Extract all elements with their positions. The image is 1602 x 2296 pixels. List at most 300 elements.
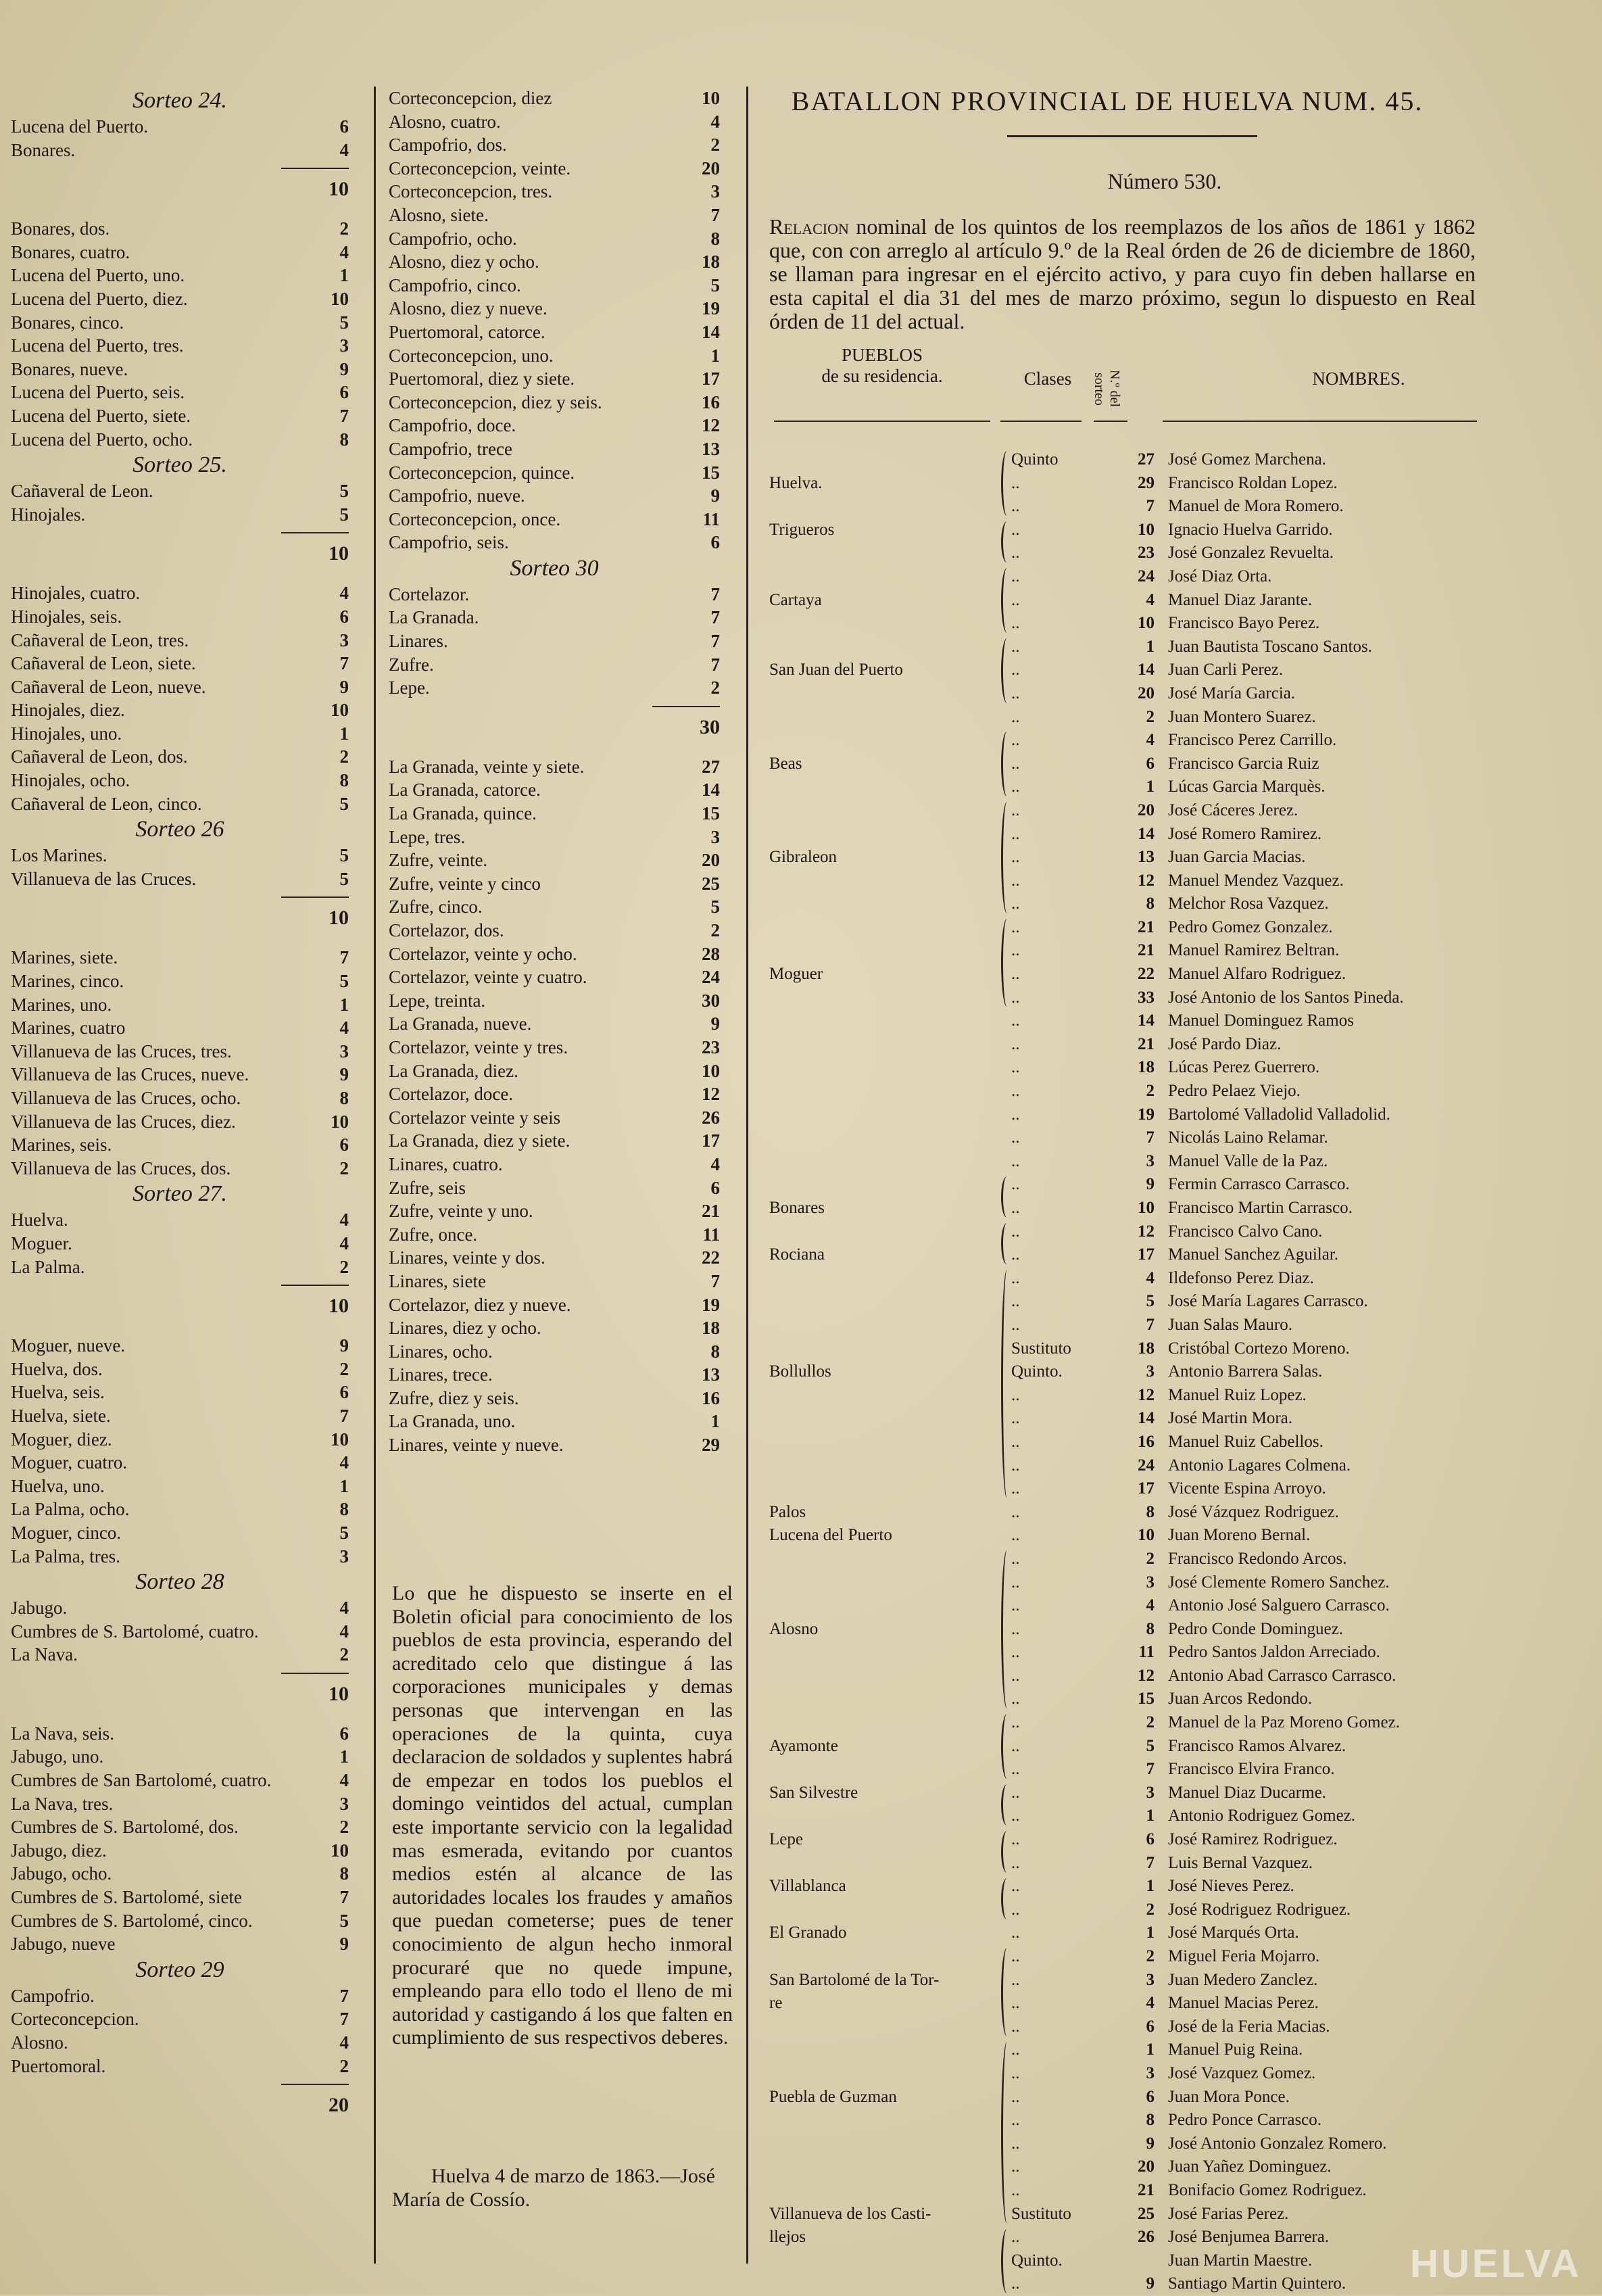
clase-cell: .. (1011, 1268, 1020, 1287)
total-rule (11, 890, 349, 904)
entry-number: 5 (710, 896, 720, 917)
sorteo-number-cell: 27 (1138, 450, 1155, 469)
sorteo-entry (389, 1012, 720, 1036)
entry-name: Cañaveral de Leon, nueve. (11, 676, 206, 697)
entry-name: La Nava. (11, 1644, 78, 1665)
clase-cell: .. (1011, 1947, 1020, 1965)
name-cell: Nicolás Laino Relamar. (1168, 1128, 1328, 1147)
sorteo-entry (11, 1620, 349, 1644)
entry-number: 6 (339, 606, 349, 627)
spacer (389, 742, 720, 755)
clase-cell: .. (1011, 614, 1020, 633)
name-cell: Manuel Diaz Ducarme. (1168, 1783, 1326, 1802)
sorteo-entry (389, 802, 720, 826)
clase-cell: .. (1011, 473, 1020, 492)
sorteo-entry (389, 391, 720, 414)
name-cell: Manuel Valle de la Paz. (1168, 1151, 1328, 1170)
sorteo-number-cell: 12 (1138, 1222, 1155, 1241)
sorteo-number-cell: 20 (1138, 684, 1155, 702)
entry-name: La Granada. (389, 607, 479, 628)
entry-number: 3 (339, 1041, 349, 1061)
name-cell: José Marqués Orta. (1168, 1923, 1299, 1942)
table-row (769, 1945, 1602, 1969)
table-row (769, 2109, 1602, 2132)
entry-number: 8 (339, 1499, 349, 1520)
entry-number: 2 (710, 920, 720, 940)
entry-number: 7 (710, 631, 720, 652)
table-row (769, 1431, 1602, 1454)
entry-number: 20 (702, 850, 720, 871)
entry-number: 1 (339, 1746, 349, 1767)
entry-name: Villanueva de las Cruces, dos. (11, 1157, 231, 1178)
clase-cell: .. (1011, 1058, 1020, 1077)
sorteo-entry (389, 414, 720, 437)
clase-cell: .. (1011, 1549, 1020, 1568)
entry-number: 5 (339, 504, 349, 525)
pueblo-cell: Puebla de Guzman (769, 2087, 897, 2106)
table-row (769, 939, 1602, 963)
name-cell: Manuel Diaz Jarante. (1168, 590, 1313, 609)
sorteo-entry (389, 1410, 720, 1433)
table-row (769, 1080, 1602, 1103)
total-number: 10 (329, 907, 349, 930)
entry-number: 22 (702, 1247, 720, 1268)
sorteo-number-cell: 1 (1146, 2040, 1155, 2059)
clase-cell: .. (1011, 1877, 1020, 1896)
name-cell: Cristóbal Cortezo Moreno. (1168, 1339, 1350, 1358)
clase-cell: .. (1011, 1994, 1020, 2013)
entry-number: 10 (331, 700, 349, 721)
header-clases: Clases (1023, 368, 1072, 389)
entry-name: Huelva. (11, 1210, 68, 1230)
sorteo-entry (389, 531, 720, 554)
entry-name: Zufre, veinte y uno. (389, 1201, 533, 1222)
entry-name: Cumbres de S. Bartolomé, siete (11, 1887, 242, 1908)
name-cell: José de la Feria Macias. (1168, 2017, 1330, 2036)
name-cell: Pedro Santos Jaldon Arreciado. (1168, 1643, 1380, 1662)
sorteo-number-cell: 22 (1138, 965, 1155, 984)
sorteo-entry (11, 1110, 349, 1134)
sorteo-number-cell: 6 (1146, 754, 1155, 773)
entry-name: Lucena del Puerto, siete. (11, 405, 191, 426)
entry-name: Marines, cinco. (11, 971, 124, 992)
table-row (769, 1103, 1602, 1127)
entry-number: 27 (702, 756, 720, 777)
sorteo-entry (11, 1451, 349, 1475)
clase-cell: .. (1011, 731, 1020, 750)
entry-name: Moguer, diez. (11, 1429, 112, 1450)
entry-name: Bonares, cuatro. (11, 241, 130, 262)
sorteo-entry (389, 1387, 720, 1410)
sorteo-number-cell: 21 (1138, 1034, 1155, 1053)
entry-name: Bonares. (11, 139, 76, 160)
sorteo-entry (11, 1839, 349, 1863)
sorteo-entry (11, 2007, 349, 2031)
entry-number: 3 (339, 1793, 349, 1814)
clase-cell: .. (1011, 1666, 1020, 1685)
name-cell: Antonio José Salguero Carrasco. (1168, 1596, 1390, 1615)
entry-number: 4 (339, 2032, 349, 2053)
sorteo-number-cell: 10 (1138, 1199, 1155, 1217)
name-cell: Pedro Ponce Carrasco. (1168, 2111, 1322, 2130)
sorteo-number-cell: 5 (1146, 1292, 1155, 1311)
sorteo-number-cell: 8 (1146, 1619, 1155, 1638)
name-cell: Juan Bautista Toscano Santos. (1168, 637, 1372, 656)
sorteo-entry (389, 1246, 720, 1270)
table-row (769, 2015, 1602, 2039)
table-row (769, 1992, 1602, 2015)
name-cell: Ignacio Huelva Garrido. (1168, 520, 1333, 539)
header-pueblos-line1: PUEBLOS (841, 345, 923, 365)
sorteo-entry (389, 180, 720, 204)
pueblo-cell: Villanueva de los Casti- (769, 2204, 931, 2223)
entry-number: 1 (710, 345, 720, 366)
entry-name: Campofrio, doce. (389, 415, 516, 436)
entry-name: Cumbres de S. Bartolomé, cinco. (11, 1910, 253, 1931)
entry-number: 4 (339, 1018, 349, 1038)
group-brace (1001, 1948, 1013, 2036)
entry-name: La Granada, catorce. (389, 780, 541, 800)
name-cell: Juan Montero Suarez. (1168, 707, 1316, 726)
sorteo-entry (11, 1358, 349, 1381)
sorteo-entry (11, 581, 349, 605)
document-number: Número 530. (1107, 169, 1222, 193)
entry-name: Cañaveral de Leon, tres. (11, 629, 189, 650)
table-row (769, 1735, 1602, 1759)
sorteo-number-cell: 3 (1146, 2063, 1155, 2082)
clase-cell: .. (1011, 1151, 1020, 1170)
sorteo-entry (11, 1404, 349, 1428)
sorteo-entry (389, 629, 720, 653)
sorteo-entry (11, 675, 349, 699)
name-cell: Manuel de Mora Romero. (1168, 497, 1344, 516)
entry-name: Lucena del Puerto, seis. (11, 382, 185, 403)
entry-name: Alosno, diez y nueve. (389, 298, 548, 319)
sorteo-entry (389, 778, 720, 802)
sorteo-entry (11, 1886, 349, 1909)
table-row (769, 775, 1602, 799)
pueblo-cell: Ayamonte (769, 1736, 838, 1755)
entry-number: 9 (339, 1064, 349, 1085)
name-cell: Bartolomé Valladolid Valladolid. (1168, 1105, 1390, 1124)
clase-cell: .. (1011, 1573, 1020, 1592)
table-row (769, 1337, 1602, 1361)
sorteo-entry (11, 1232, 349, 1255)
entry-number: 7 (710, 583, 720, 604)
sorteo-number-cell: 14 (1138, 824, 1155, 843)
entry-name: Linares, veinte y nueve. (389, 1435, 564, 1456)
sorteo-entry (11, 381, 349, 404)
sorteo-entry (389, 484, 720, 508)
name-cell: José Antonio de los Santos Pineda. (1168, 988, 1404, 1007)
entry-name: Zufre, diez y seis. (389, 1387, 519, 1408)
entry-name: La Nava, tres. (11, 1793, 114, 1814)
name-cell: José Rodriguez Rodriguez. (1168, 1900, 1351, 1919)
name-cell: Francisco Elvira Franco. (1168, 1760, 1335, 1779)
sorteo-entry (389, 606, 720, 629)
name-cell: Manuel Macias Perez. (1168, 1994, 1319, 2013)
sorteo-entry (389, 653, 720, 677)
entry-number: 6 (339, 1723, 349, 1744)
table-row (769, 1688, 1602, 1711)
entry-number: 7 (339, 2009, 349, 2030)
sorteo-number-cell: 29 (1138, 473, 1155, 492)
entry-number: 9 (710, 1013, 720, 1034)
name-cell: José María Garcia. (1168, 684, 1296, 702)
entry-number: 12 (702, 415, 720, 436)
clase-cell: .. (1011, 941, 1020, 960)
table-row (769, 1056, 1602, 1080)
clase-cell: .. (1011, 894, 1020, 913)
clase-cell: .. (1011, 2040, 1020, 2059)
name-cell: Juan Medero Zanclez. (1168, 1970, 1318, 1989)
table-row (769, 682, 1602, 706)
entry-name: La Palma. (11, 1256, 85, 1277)
entry-name: Cortelazor, veinte y ocho. (389, 943, 577, 964)
table-row (769, 1665, 1602, 1688)
clase-cell: .. (1011, 2274, 1020, 2293)
page-title: BATALLON PROVINCIAL DE HUELVA NUM. 45. (791, 86, 1424, 116)
entry-number: 2 (339, 218, 349, 239)
sorteo-number-cell: 13 (1138, 848, 1155, 867)
clase-cell: .. (1011, 1479, 1020, 1498)
entry-name: Campofrio, ocho. (389, 228, 517, 249)
entry-name: Zufre. (389, 654, 434, 675)
entry-number: 4 (339, 583, 349, 604)
clase-cell: .. (1011, 778, 1020, 796)
table-row (769, 2203, 1602, 2226)
entry-number: 3 (339, 629, 349, 650)
entry-number: 15 (702, 462, 720, 483)
entry-name: Corteconcepcion, veinte. (389, 158, 571, 178)
entry-number: 6 (339, 1134, 349, 1155)
clase-cell: .. (1011, 637, 1020, 656)
clase-cell: .. (1011, 1199, 1020, 1217)
sorteo-entry (11, 2055, 349, 2078)
sorteo-number-cell: 2 (1146, 707, 1155, 726)
entry-name: La Palma, tres. (11, 1546, 120, 1566)
sorteo-entry (11, 358, 349, 381)
header-rule-pueblos (774, 421, 990, 422)
entry-number: 2 (339, 746, 349, 767)
entry-name: Zufre, cinco. (389, 896, 483, 917)
clase-cell: .. (1011, 1292, 1020, 1311)
entry-number: 7 (710, 654, 720, 675)
entry-number: 4 (339, 1210, 349, 1230)
total-number: 10 (329, 1295, 349, 1318)
sorteo-number-cell: 14 (1138, 661, 1155, 679)
sorteo-number-cell: 14 (1138, 1011, 1155, 1030)
group-brace (1001, 1223, 1013, 1264)
clase-cell: .. (1011, 2087, 1020, 2106)
entry-name: La Palma, ocho. (11, 1499, 130, 1520)
group-brace (1001, 1784, 1013, 1825)
entry-number: 8 (339, 1863, 349, 1884)
entry-name: La Granada, uno. (389, 1411, 516, 1432)
sorteo-entry (389, 1129, 720, 1153)
table-row (769, 706, 1602, 730)
header-rule-sorteo (1094, 421, 1127, 422)
sorteo-heading: Sorteo 24. (132, 88, 227, 113)
name-cell: Manuel Mendez Vazquez. (1168, 871, 1344, 890)
sorteo-entry (389, 133, 720, 157)
sorteo-number-cell: 20 (1138, 2157, 1155, 2176)
clase-cell: .. (1011, 871, 1020, 890)
entry-number: 7 (339, 1887, 349, 1908)
clase-cell: .. (1011, 1970, 1020, 1989)
sorteo-number-cell: 21 (1138, 2180, 1155, 2199)
sorteo-number-cell: 2 (1146, 1900, 1155, 1919)
table-row (769, 1571, 1602, 1595)
entry-name: Alosno. (11, 2032, 68, 2053)
name-cell: José Vazquez Gomez. (1168, 2063, 1316, 2082)
sorteo-entry (11, 264, 349, 287)
sorteo-number-cell: 3 (1146, 1573, 1155, 1592)
entry-number: 17 (702, 1130, 720, 1151)
entry-number: 2 (339, 1157, 349, 1178)
entry-name: Corteconcepcion. (11, 2009, 139, 2030)
clase-cell: .. (1011, 590, 1020, 609)
clase-cell: .. (1011, 707, 1020, 726)
table-row (769, 448, 1602, 472)
entry-number: 11 (702, 1224, 720, 1245)
entry-number: 2 (339, 2055, 349, 2076)
entry-name: Marines, siete. (11, 947, 118, 968)
entry-number: 4 (339, 241, 349, 262)
table-row (769, 542, 1602, 565)
table-row (769, 1524, 1602, 1548)
sorteo-column-2 (389, 87, 720, 1457)
sorteo-entry (11, 698, 349, 722)
entry-name: La Granada, veinte y siete. (389, 756, 585, 777)
table-row (769, 1290, 1602, 1314)
group-brace (1001, 2042, 1013, 2224)
clase-cell: .. (1011, 1082, 1020, 1101)
sorteo-entry (11, 428, 349, 452)
spacer (11, 1320, 349, 1334)
entry-name: Villanueva de las Cruces. (11, 868, 197, 889)
entry-name: Zufre, veinte y cinco (389, 873, 541, 894)
clase-cell: .. (1011, 1807, 1020, 1825)
pueblo-cell: San Juan del Puerto (769, 661, 903, 679)
sorteo-number-cell: 21 (1138, 917, 1155, 936)
entry-name: Alosno, diez y ocho. (389, 252, 539, 272)
total-rule (389, 700, 720, 713)
sorteo-number-cell: 4 (1146, 1994, 1155, 2013)
sorteo-number-cell: 18 (1138, 1339, 1155, 1358)
sorteo-entry (11, 1792, 349, 1816)
spacer (11, 204, 349, 217)
sorteo-entry (11, 1475, 349, 1498)
entry-number: 3 (339, 335, 349, 356)
table-row (769, 2132, 1602, 2156)
clase-cell: .. (1011, 1456, 1020, 1475)
entry-name: La Granada, diez. (389, 1060, 518, 1081)
clase-cell: .. (1011, 1526, 1020, 1545)
sorteo-entry (389, 227, 720, 251)
sorteo-number-cell: 21 (1138, 941, 1155, 960)
entry-name: Campofrio, nueve. (389, 485, 525, 506)
entry-number: 23 (702, 1036, 720, 1057)
sorteo-number-cell: 1 (1146, 1877, 1155, 1896)
entry-number: 15 (702, 803, 720, 824)
entry-name: Villanueva de las Cruces, tres. (11, 1041, 232, 1061)
pueblo-cell: Gibraleon (769, 848, 837, 867)
group-brace (1001, 1270, 1013, 1498)
name-cell: Santiago Martin Quintero. (1168, 2274, 1346, 2293)
pueblo-cell: Cartaya (769, 590, 822, 609)
sorteo-total (11, 175, 349, 204)
entry-number: 8 (339, 770, 349, 791)
sorteo-entry (11, 1063, 349, 1086)
name-cell: Juan Yañez Dominguez. (1168, 2157, 1332, 2176)
entry-name: Villanueva de las Cruces, diez. (11, 1111, 236, 1132)
entry-name: Huelva, dos. (11, 1358, 103, 1379)
entry-name: Cortelazor, dos. (389, 920, 504, 940)
table-row (769, 1548, 1602, 1571)
sorteo-entry (389, 204, 720, 227)
entry-number: 7 (339, 405, 349, 426)
name-cell: Francisco Garcia Ruiz (1168, 754, 1319, 773)
header-rule-clases (1000, 421, 1082, 422)
entry-name: Jabugo, nueve (11, 1934, 116, 1955)
sorteo-number-cell: 23 (1138, 544, 1155, 563)
table-row (769, 2038, 1602, 2062)
name-cell: Antonio Lagares Colmena. (1168, 1456, 1351, 1475)
table-row (769, 1173, 1602, 1197)
sorteo-entry (389, 1199, 720, 1223)
entry-number: 2 (710, 135, 720, 156)
sorteo-number-cell: 4 (1146, 731, 1155, 750)
clase-cell: .. (1011, 1619, 1020, 1638)
sorteo-number-cell: 20 (1138, 800, 1155, 819)
entry-number: 7 (339, 653, 349, 674)
entry-number: 1 (339, 994, 349, 1015)
clase-cell: .. (1011, 1596, 1020, 1615)
entry-number: 7 (339, 1985, 349, 2006)
name-cell: José Vázquez Rodriguez. (1168, 1502, 1339, 1521)
clase-cell: .. (1011, 824, 1020, 843)
entry-number: 2 (339, 1358, 349, 1379)
sorteo-total (11, 540, 349, 568)
sorteo-number-cell: 12 (1138, 1666, 1155, 1685)
clase-cell: .. (1011, 1760, 1020, 1779)
entry-name: Zufre, seis (389, 1177, 466, 1198)
clase-cell: .. (1011, 1690, 1020, 1708)
total-rule (11, 1278, 349, 1292)
entry-number: 8 (339, 429, 349, 450)
table-row (769, 1641, 1602, 1665)
entry-number: 4 (339, 1770, 349, 1791)
entry-name: Campofrio, trece (389, 438, 512, 459)
clase-cell: Sustituto (1011, 2204, 1071, 2223)
name-cell: Francisco Bayo Perez. (1168, 614, 1320, 633)
sorteo-number-cell: 1 (1146, 637, 1155, 656)
entry-name: Campofrio, dos. (389, 135, 507, 156)
entry-number: 14 (702, 780, 720, 800)
sorteo-number-cell: 3 (1146, 1783, 1155, 1802)
table-row (769, 565, 1602, 589)
sorteo-number-cell: 7 (1146, 1128, 1155, 1147)
name-cell: José Diaz Orta. (1168, 567, 1272, 585)
sorteo-entry (11, 1521, 349, 1545)
sorteo-entry (11, 404, 349, 428)
name-cell: Lúcas Perez Guerrero. (1168, 1058, 1320, 1077)
edict-paragraph: Lo que he dispuesto se inserte en el Boletin oficial para conocimiento de los pueblos de esta provincia, esperando del acreditado celo que distingue á las corporaciones municipales y demas personas que intervengan en las operaciones de la quinta, cuya declaracion de soldados y suplentes habrá de empezar en todos los pueblos el domingo veintidos del actual, cumplan este importante servicio con la legalidad mas esmerada, evitando por cuantos medios estén al alcance de las autoridades locales los fraudes y amaños que puedan cometerse; pues de tener conocimiento de algun hecho inmoral procuraré que no quede impune, empleando para ello todo el lleno de mi autoridad y castigando á los que falten en cumplimiento de sus respectivos deberes. (392, 1582, 733, 2049)
pueblo-cell: re (769, 1994, 783, 2013)
sorteo-number-cell: 8 (1146, 1502, 1155, 1521)
pueblo-cell: Lucena del Puerto (769, 1526, 892, 1545)
